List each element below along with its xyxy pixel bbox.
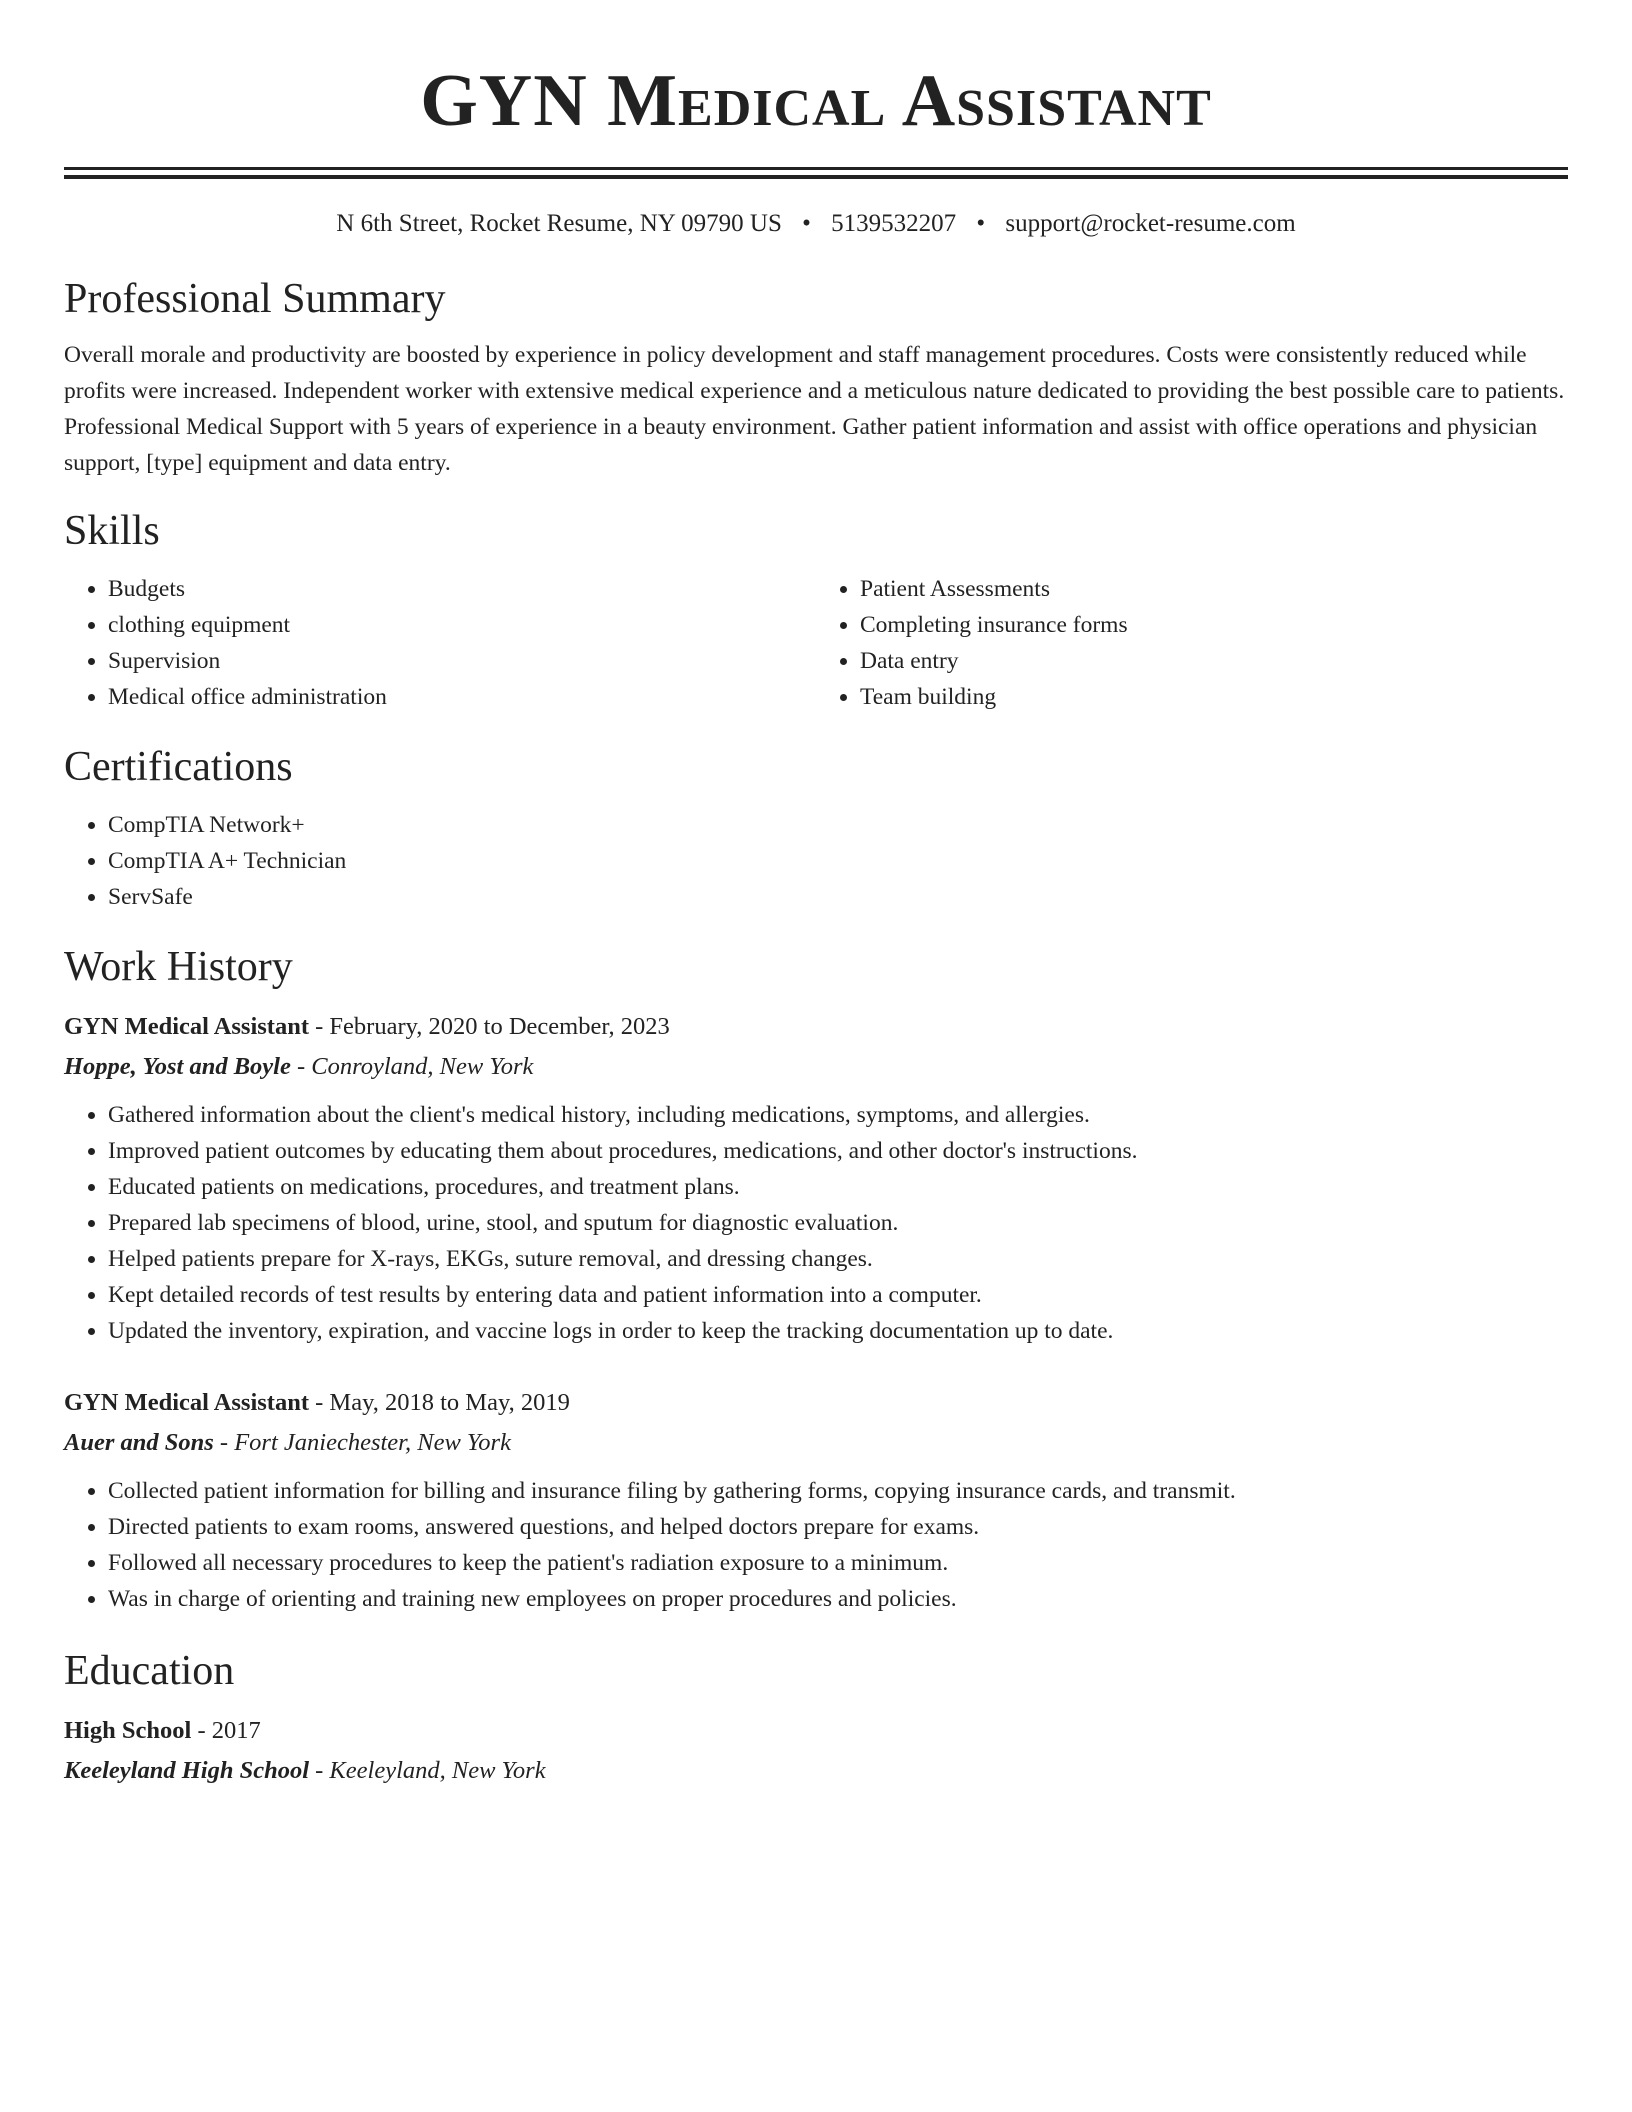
certification-item: • CompTIA Network+: [108, 807, 1568, 843]
contact-phone: 5139532207: [831, 210, 957, 237]
job-entry: [64, 1383, 1568, 1617]
job-location: Fort Janiechester, New York: [234, 1429, 511, 1456]
education-degree: High School: [64, 1717, 192, 1744]
job-dates: May, 2018 to May, 2019: [329, 1389, 570, 1416]
job-bullet: • Was in charge of orienting and training new employees on proper procedures and policies.: [108, 1581, 1568, 1617]
job-bullets: [64, 1097, 1568, 1349]
job-company: Auer and Sons: [64, 1429, 214, 1456]
job-bullet: • Kept detailed records of test results by entering data and patient information into a computer.: [108, 1277, 1568, 1313]
skills-column-left: [64, 571, 816, 715]
job-company: Hoppe, Yost and Boyle: [64, 1053, 291, 1080]
job-bullet: • Helped patients prepare for X-rays, EKGs, suture removal, and dressing changes.: [108, 1241, 1568, 1277]
skill-item: • Patient Assessments: [860, 571, 1568, 607]
certifications-list: [64, 807, 1568, 915]
education-location: Keeleyland, New York: [329, 1757, 546, 1784]
education-school: Keeleyland High School: [64, 1757, 309, 1784]
resume-title: GYN Medical Assistant: [420, 60, 1212, 142]
job-title: GYN Medical Assistant: [64, 1013, 309, 1040]
job-bullet: • Educated patients on medications, procedures, and treatment plans.: [108, 1169, 1568, 1205]
education-degree-line: High School - 2017: [64, 1717, 261, 1744]
job-bullet: • Directed patients to exam rooms, answered questions, and helped doctors prepare for exams.: [108, 1509, 1568, 1545]
contact-separator: •: [976, 210, 986, 237]
skill-item: • Team building: [860, 679, 1568, 715]
contact-separator: •: [802, 210, 811, 237]
job-title-line: GYN Medical Assistant - May, 2018 to May, 2019: [64, 1389, 570, 1416]
job-bullet: • Prepared lab specimens of blood, urine, stool, and sputum for diagnostic evaluation.: [108, 1205, 1568, 1241]
job-bullet: • Gathered information about the client's medical history, including medications, symptoms, and allergies.: [108, 1097, 1568, 1133]
contact-line: [64, 207, 1568, 241]
skill-item: • clothing equipment: [108, 607, 816, 643]
title-divider: [64, 167, 1568, 179]
job-bullet: • Followed all necessary procedures to keep the patient's radiation exposure to a minimum.: [108, 1545, 1568, 1581]
contact-email: support@rocket-resume.com: [1005, 210, 1296, 237]
skills-heading: Skills: [64, 508, 160, 554]
contact-address: N 6th Street, Rocket Resume, NY 09790 US: [336, 210, 782, 237]
job-bullet: • Updated the inventory, expiration, and vaccine logs in order to keep the tracking documentation up to date.: [108, 1313, 1568, 1349]
summary-text: Overall morale and productivity are boosted by experience in policy development and staff management procedures. Costs were consistently reduced while profits were increased. Independent worker with extensive medical experience and a meticulous nature dedicated to providing the best possible care to patients. Professional Medical Support with 5 years of experience in a beauty environment. Gather patient information and assist with office operations and physician support, [type] equipment and data entry.: [64, 342, 1565, 476]
skill-item: • Completing insurance forms: [860, 607, 1568, 643]
skill-item: • Medical office administration: [108, 679, 816, 715]
job-company-line: Auer and Sons - Fort Janiechester, New York: [64, 1429, 511, 1456]
education-school-line: Keeleyland High School - Keeleyland, New York: [64, 1757, 546, 1784]
job-bullet: • Improved patient outcomes by educating them about procedures, medications, and other doctor's instructions.: [108, 1133, 1568, 1169]
skill-item: • Supervision: [108, 643, 816, 679]
certification-item: • CompTIA A+ Technician: [108, 843, 1568, 879]
education-heading: Education: [64, 1648, 235, 1694]
job-title: GYN Medical Assistant: [64, 1389, 309, 1416]
certifications-heading: Certifications: [64, 744, 293, 790]
skill-item: • Budgets: [108, 571, 816, 607]
work-history-heading: Work History: [64, 944, 293, 990]
summary-heading: Professional Summary: [64, 276, 446, 322]
job-company-line: Hoppe, Yost and Boyle - Conroyland, New York: [64, 1053, 534, 1080]
job-location: Conroyland, New York: [311, 1053, 534, 1080]
job-dates: February, 2020 to December, 2023: [329, 1013, 670, 1040]
job-bullet: • Collected patient information for billing and insurance filing by gathering forms, copying insurance cards, and transmit.: [108, 1473, 1568, 1509]
skills-list: [64, 571, 1568, 715]
certification-item: • ServSafe: [108, 879, 1568, 915]
education-year: 2017: [211, 1717, 261, 1744]
skills-column-right: [816, 571, 1568, 715]
job-entry: [64, 1007, 1568, 1349]
job-bullets: [64, 1473, 1568, 1617]
skill-item: • Data entry: [860, 643, 1568, 679]
job-title-line: GYN Medical Assistant - February, 2020 to December, 2023: [64, 1013, 670, 1040]
